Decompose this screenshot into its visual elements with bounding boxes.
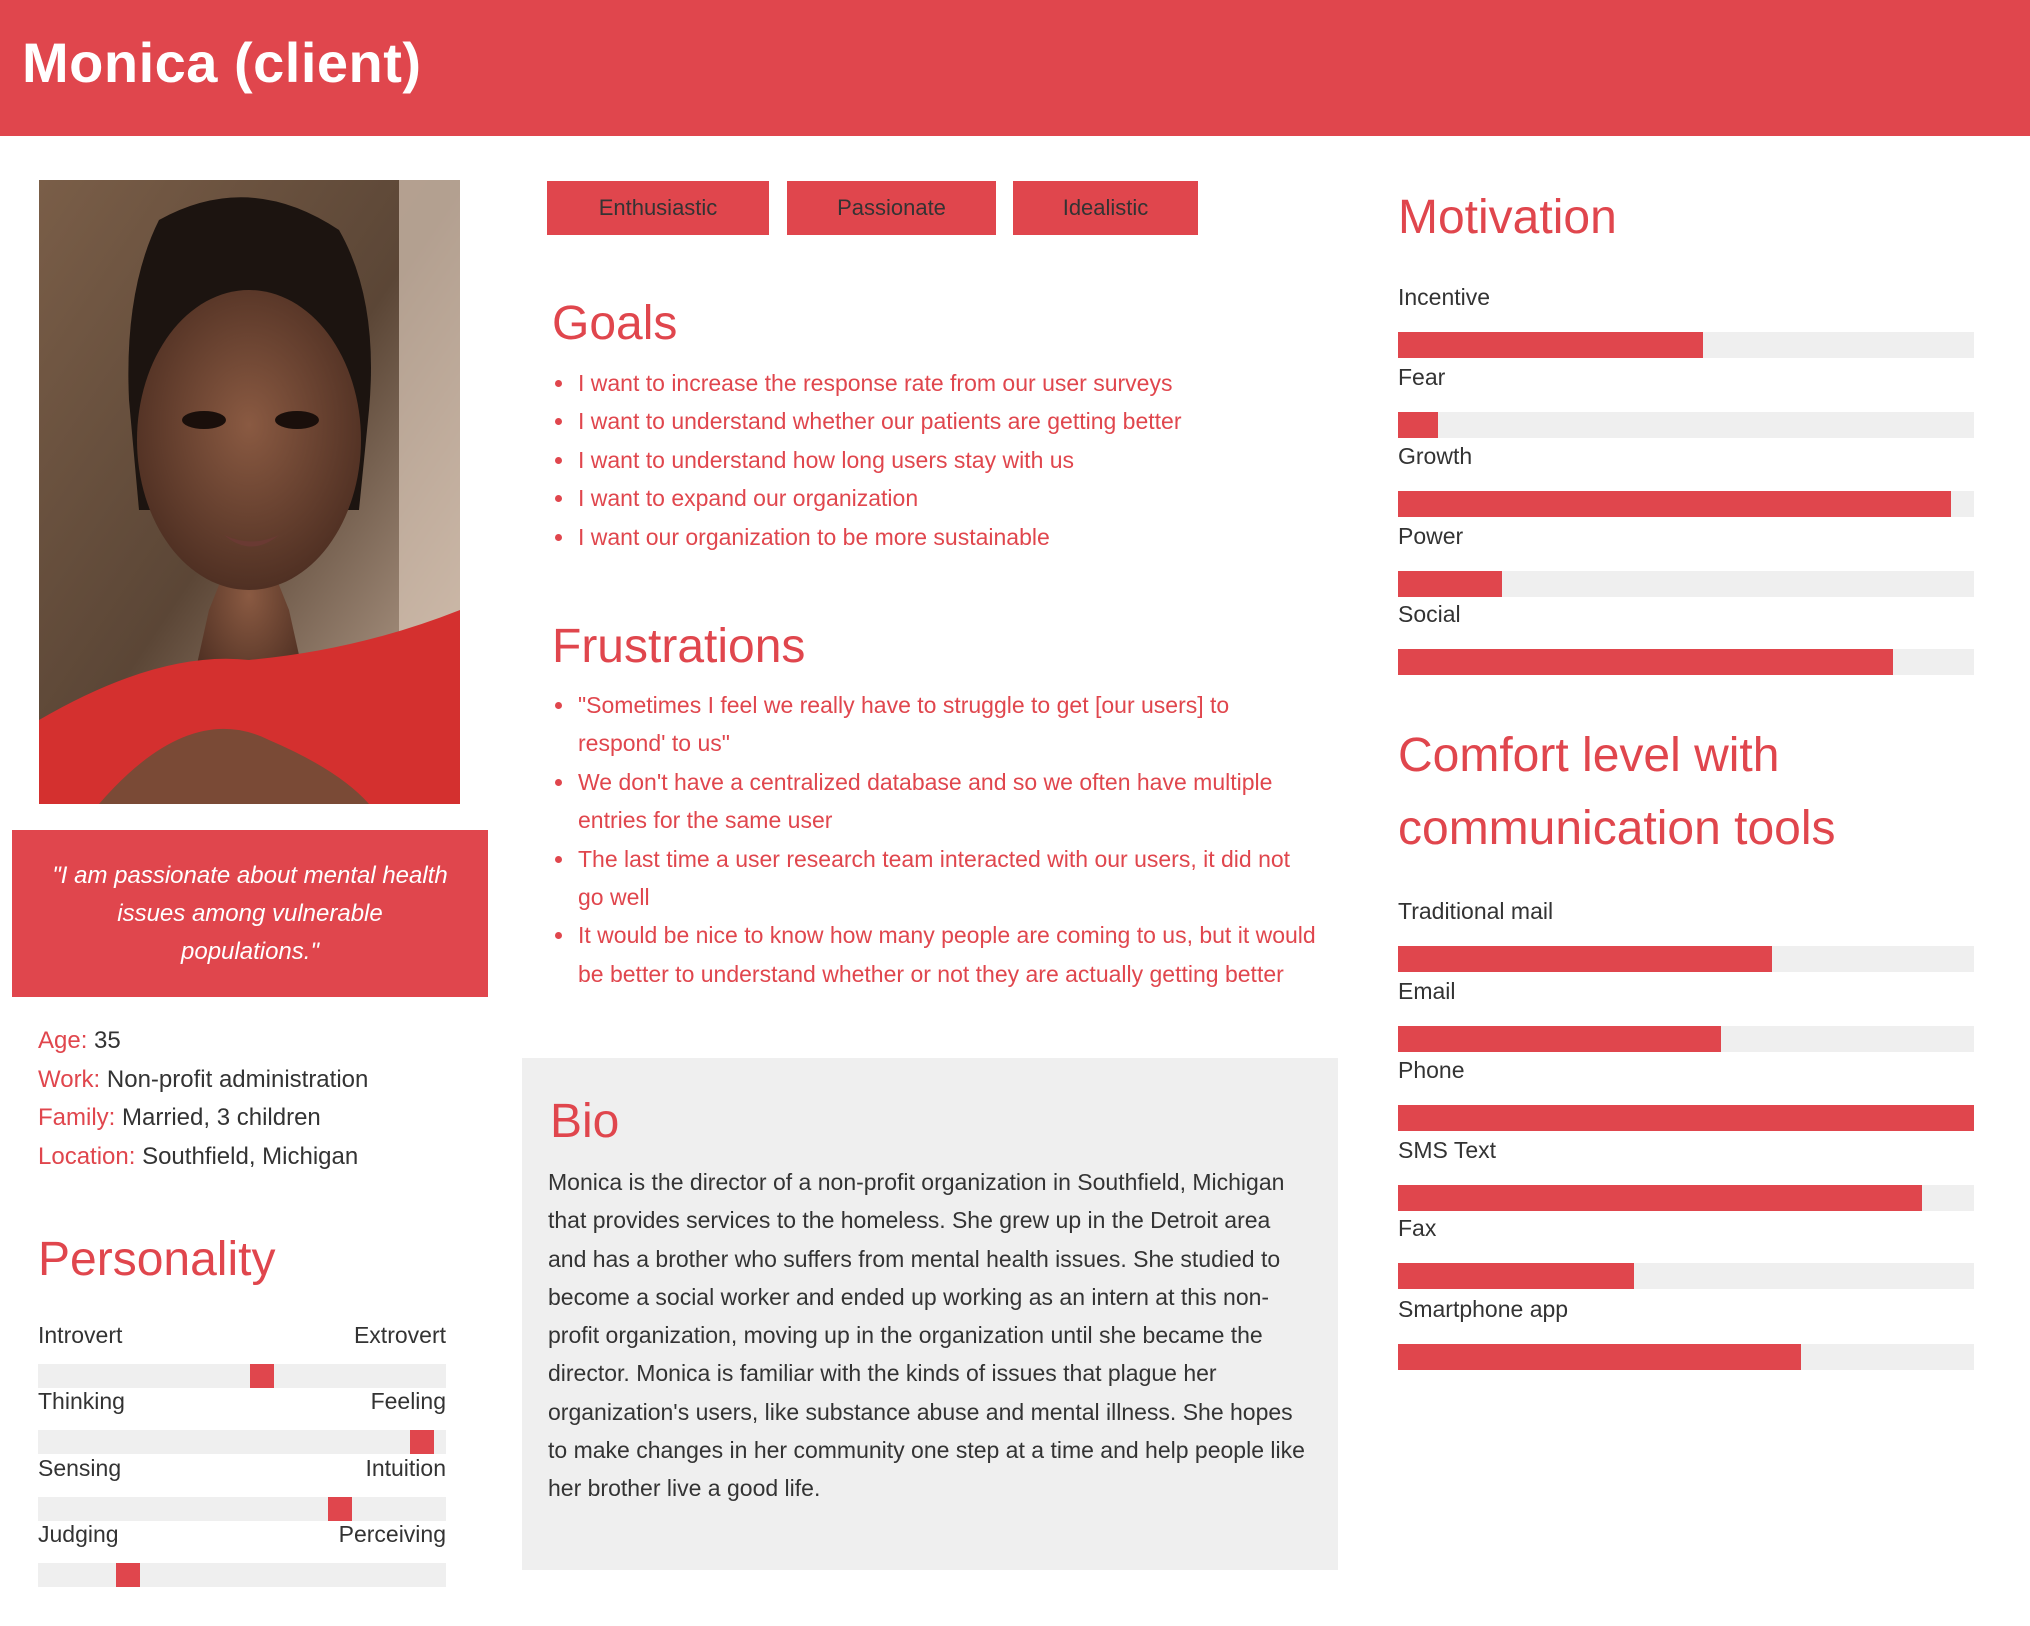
- meter-smartphone-app: [1398, 1296, 1974, 1370]
- meter-fill: [1398, 649, 1893, 675]
- meter-fill: [1398, 1026, 1721, 1052]
- meter-phone: [1398, 1057, 1974, 1131]
- trait-marker: [250, 1364, 274, 1388]
- list-item: I want to understand how long users stay with us: [552, 441, 1322, 479]
- list-item: We don't have a centralized database and so we often have multiple entries for the same user: [552, 763, 1322, 840]
- trait-right-label: Extrovert: [353, 1322, 446, 1348]
- goals-list: [552, 364, 1322, 556]
- meter-traditional-mail: [1398, 898, 1974, 972]
- page-header: [0, 0, 2030, 136]
- meter-fill: [1398, 1185, 1922, 1211]
- goals-title: Goals: [552, 297, 678, 350]
- meter-track: [1398, 412, 1974, 438]
- list-item: I want our organization to be more sustainable: [552, 518, 1322, 556]
- meter-fill: [1398, 412, 1438, 438]
- meter-label: Smartphone app: [1398, 1296, 1569, 1322]
- trait-marker: [116, 1563, 140, 1587]
- meter-email: [1398, 978, 1974, 1052]
- trait-marker: [328, 1497, 352, 1521]
- trait-track: [38, 1430, 446, 1454]
- persona-quote: "I am passionate about mental health issues among vulnerable populations.": [52, 861, 448, 965]
- meter-fill: [1398, 491, 1951, 517]
- bio-title: Bio: [550, 1095, 620, 1148]
- trait-right-label: Intuition: [365, 1455, 446, 1481]
- persona-facts: [38, 1022, 478, 1176]
- meter-label: Fear: [1398, 364, 1446, 390]
- bio-panel: [522, 1058, 1338, 1570]
- list-item: I want to understand whether our patients are getting better: [552, 402, 1322, 440]
- trait-right-label: Perceiving: [338, 1521, 446, 1547]
- trait-left-label: Judging: [38, 1521, 119, 1547]
- frustrations-title: Frustrations: [552, 620, 806, 673]
- list-item: I want to increase the response rate from our user surveys: [552, 364, 1322, 402]
- trait-left-label: Sensing: [38, 1455, 122, 1481]
- meter-track: [1398, 491, 1974, 517]
- list-item: "Sometimes I feel we really have to struggle to get [our users] to respond' to us": [552, 686, 1322, 763]
- persona-quote-box: [12, 830, 488, 997]
- meter-label: Incentive: [1398, 284, 1491, 310]
- meter-growth: [1398, 443, 1974, 517]
- meter-track: [1398, 332, 1974, 358]
- meter-incentive: [1398, 284, 1974, 358]
- meter-label: Traditional mail: [1398, 898, 1554, 924]
- trait-track: [38, 1364, 446, 1388]
- tag-idealistic: Idealistic: [1013, 181, 1198, 235]
- meter-label: Phone: [1398, 1057, 1465, 1083]
- trait-right-label: Feeling: [370, 1388, 446, 1414]
- meter-fill: [1398, 946, 1772, 972]
- trait-introvert-extrovert: [38, 1322, 446, 1388]
- meter-fill: [1398, 1263, 1634, 1289]
- page-title: Monica (client): [22, 31, 422, 94]
- comfort-title-line1: Comfort level with: [1398, 729, 1780, 782]
- list-item: It would be nice to know how many people are coming to us, but it would be better to understand whether or not they are actually getting better: [552, 916, 1322, 993]
- persona-photo: [39, 180, 460, 804]
- meter-track: [1398, 1026, 1974, 1052]
- trait-sensing-intuition: [38, 1455, 446, 1521]
- meter-label: Fax: [1398, 1215, 1437, 1241]
- trait-thinking-feeling: [38, 1388, 446, 1454]
- meter-label: Power: [1398, 523, 1464, 549]
- meter-fill: [1398, 571, 1502, 597]
- meter-label: Social: [1398, 601, 1461, 627]
- meter-label: SMS Text: [1398, 1137, 1496, 1163]
- meter-fax: [1398, 1215, 1974, 1289]
- trait-marker: [410, 1430, 434, 1454]
- trait-left-label: Introvert: [38, 1322, 123, 1348]
- meter-track: [1398, 571, 1974, 597]
- meter-track: [1398, 649, 1974, 675]
- meter-fill: [1398, 1344, 1801, 1370]
- trait-track: [38, 1563, 446, 1587]
- meter-sms-text: [1398, 1137, 1974, 1211]
- list-item: I want to expand our organization: [552, 479, 1322, 517]
- meter-power: [1398, 523, 1974, 597]
- bio-text: Monica is the director of a non-profit organization in Southfield, Michigan that provides services to the homeless. She grew up in the Detroit area and has a brother who suffers from mental health issues. She studied to become a social worker and ended up working as an intern at this non-profit organization, moving up in the organization until she became the director. Monica is familiar with the kinds of issues that plague her organization's users, like substance abuse and mental illness. She hopes to make changes in her community one step at a time and help people like her brother live a good life.: [548, 1169, 1305, 1502]
- personality-title: Personality: [38, 1233, 276, 1286]
- trait-judging-perceiving: [38, 1521, 446, 1587]
- meter-track: [1398, 946, 1974, 972]
- meter-fill: [1398, 1105, 1974, 1131]
- meter-track: [1398, 1263, 1974, 1289]
- trait-track: [38, 1497, 446, 1521]
- fact-work: Work: Non-profit administration: [38, 1065, 369, 1093]
- meter-track: [1398, 1105, 1974, 1131]
- meter-track: [1398, 1344, 1974, 1370]
- meter-label: Growth: [1398, 443, 1473, 469]
- meter-fill: [1398, 332, 1703, 358]
- fact-age: Age: 35: [38, 1027, 121, 1054]
- fact-family: Family: Married, 3 children: [38, 1104, 321, 1131]
- list-item: The last time a user research team interacted with our users, it did not go well: [552, 840, 1322, 917]
- meter-track: [1398, 1185, 1974, 1211]
- meter-fear: [1398, 364, 1974, 438]
- comfort-title-line2: communication tools: [1398, 802, 1836, 855]
- trait-left-label: Thinking: [38, 1388, 125, 1414]
- tag-passionate: Passionate: [787, 181, 996, 235]
- frustrations-list: [552, 686, 1322, 993]
- meter-social: [1398, 601, 1974, 675]
- motivation-title: Motivation: [1398, 191, 1617, 244]
- tag-enthusiastic: Enthusiastic: [547, 181, 769, 235]
- fact-location: Location: Southfield, Michigan: [38, 1142, 359, 1170]
- meter-label: Email: [1398, 978, 1456, 1004]
